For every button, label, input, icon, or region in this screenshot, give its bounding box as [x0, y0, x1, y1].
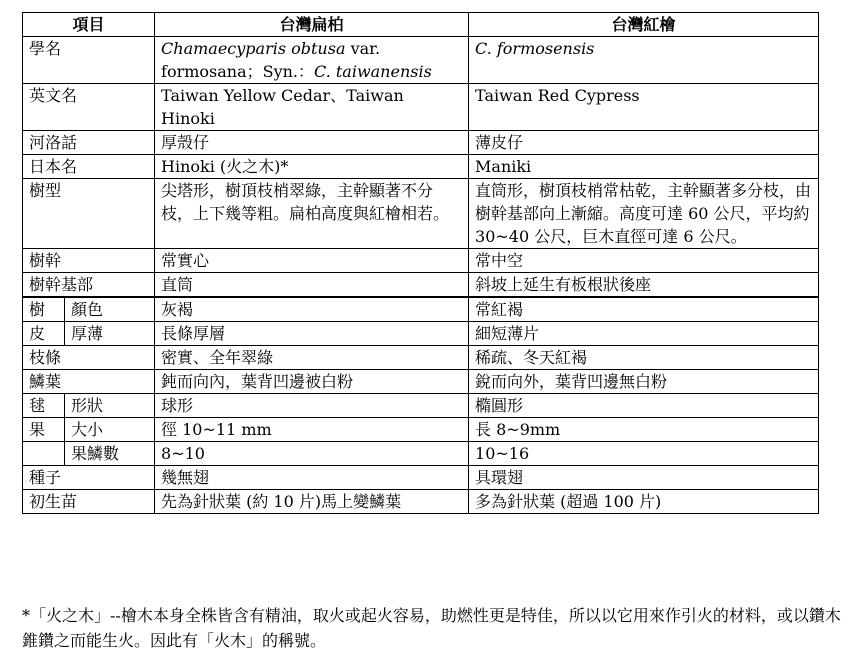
row-tree-form	[23, 179, 819, 249]
group-label-bark-bottom: 皮	[23, 322, 65, 346]
cell-hinoki: 厚殼仔	[155, 131, 469, 155]
cell-hinoki: 8~10	[155, 442, 469, 466]
scientific-name-synonym: C. taiwanensis	[314, 62, 432, 81]
cell-hinoki: 直筒	[155, 273, 469, 298]
group-label-cone-empty	[23, 442, 65, 466]
header-hinoki: 台灣扁柏	[155, 13, 469, 37]
row-label: 種子	[23, 466, 155, 490]
row-label: 樹型	[23, 179, 155, 249]
header-red-cypress: 台灣紅檜	[469, 13, 819, 37]
header-item: 項目	[23, 13, 155, 37]
row-bark-color	[23, 297, 819, 322]
scientific-name-var: var. formosana；Syn.：	[161, 39, 381, 81]
cell-hinoki: 先為針狀葉 (約 10 片)馬上變鱗葉	[155, 490, 469, 514]
cell-red-cypress: 橢圓形	[469, 394, 819, 418]
row-english-name	[23, 84, 819, 131]
cell-red-cypress: 常紅褐	[469, 297, 819, 322]
footnote: *「火之木」--檜木本身全株皆含有精油，取火或起火容易，助燃性更是特佳，所以以它用來作引火的材料，或以鑽木錐鑽之而能生火。因此有「火木」的稱號。	[22, 606, 841, 650]
sub-label: 大小	[65, 418, 155, 442]
row-label: 學名	[23, 37, 155, 84]
comparison-table	[22, 12, 819, 514]
row-label: 樹幹基部	[23, 273, 155, 298]
cell-hinoki	[155, 37, 469, 84]
cell-red-cypress: Taiwan Red Cypress	[469, 84, 819, 131]
row-label: 河洛話	[23, 131, 155, 155]
cell-red-cypress: Maniki	[469, 155, 819, 179]
cell-hinoki: 灰褐	[155, 297, 469, 322]
scientific-name-genus: Chamaecyparis obtusa	[161, 39, 346, 58]
cell-hinoki: 尖塔形，樹頂枝梢翠綠，主幹顯著不分枝，上下幾等粗。扁柏高度與紅檜相若。	[155, 179, 469, 249]
group-label-cone-top: 毬	[23, 394, 65, 418]
row-trunk-base	[23, 273, 819, 298]
cell-red-cypress: 斜坡上延生有板根狀後座	[469, 273, 819, 298]
cell-hinoki: 幾無翅	[155, 466, 469, 490]
cell-red-cypress: 銳而向外，葉背凹邊無白粉	[469, 370, 819, 394]
row-label: 樹幹	[23, 249, 155, 273]
row-seed	[23, 466, 819, 490]
cell-red-cypress: 多為針狀葉 (超過 100 片)	[469, 490, 819, 514]
row-label: 鱗葉	[23, 370, 155, 394]
group-label-bark-top: 樹	[23, 297, 65, 322]
cell-red-cypress: 長 8~9mm	[469, 418, 819, 442]
row-hokkien-name	[23, 131, 819, 155]
cell-hinoki: 球形	[155, 394, 469, 418]
cell-hinoki: 徑 10~11 mm	[155, 418, 469, 442]
cell-hinoki: Hinoki (火之木)*	[155, 155, 469, 179]
row-cone-shape	[23, 394, 819, 418]
cell-red-cypress: 直筒形，樹頂枝梢常枯乾，主幹顯著多分枝，由樹幹基部向上漸縮。高度可達 60 公尺，平均約 30~40 公尺，巨木直徑可達 6 公尺。	[469, 179, 819, 249]
row-scientific-name	[23, 37, 819, 84]
cell-red-cypress: 常中空	[469, 249, 819, 273]
cell-red-cypress: 具環翅	[469, 466, 819, 490]
sub-label: 形狀	[65, 394, 155, 418]
cell-hinoki: 密實、全年翠綠	[155, 346, 469, 370]
row-seedling	[23, 490, 819, 514]
row-bark-thickness	[23, 322, 819, 346]
group-label-cone-bottom: 果	[23, 418, 65, 442]
cell-red-cypress: 細短薄片	[469, 322, 819, 346]
cell-hinoki: 長條厚層	[155, 322, 469, 346]
scientific-name-red: C. formosensis	[475, 39, 595, 58]
row-label: 英文名	[23, 84, 155, 131]
row-japanese-name	[23, 155, 819, 179]
row-label: 枝條	[23, 346, 155, 370]
cell-red-cypress	[469, 37, 819, 84]
cell-hinoki: 鈍而向內，葉背凹邊被白粉	[155, 370, 469, 394]
cell-hinoki: 常實心	[155, 249, 469, 273]
header-row	[23, 13, 819, 37]
sub-label: 顏色	[65, 297, 155, 322]
row-cone-scales	[23, 442, 819, 466]
row-trunk	[23, 249, 819, 273]
sub-label: 果鱗數	[65, 442, 155, 466]
row-scale-leaves	[23, 370, 819, 394]
row-label: 初生苗	[23, 490, 155, 514]
cell-red-cypress: 10~16	[469, 442, 819, 466]
cell-red-cypress: 薄皮仔	[469, 131, 819, 155]
row-cone-size	[23, 418, 819, 442]
cell-red-cypress: 稀疏、冬天紅褐	[469, 346, 819, 370]
cell-hinoki: Taiwan Yellow Cedar、Taiwan Hinoki	[155, 84, 469, 131]
sub-label: 厚薄	[65, 322, 155, 346]
row-label: 日本名	[23, 155, 155, 179]
row-branches	[23, 346, 819, 370]
